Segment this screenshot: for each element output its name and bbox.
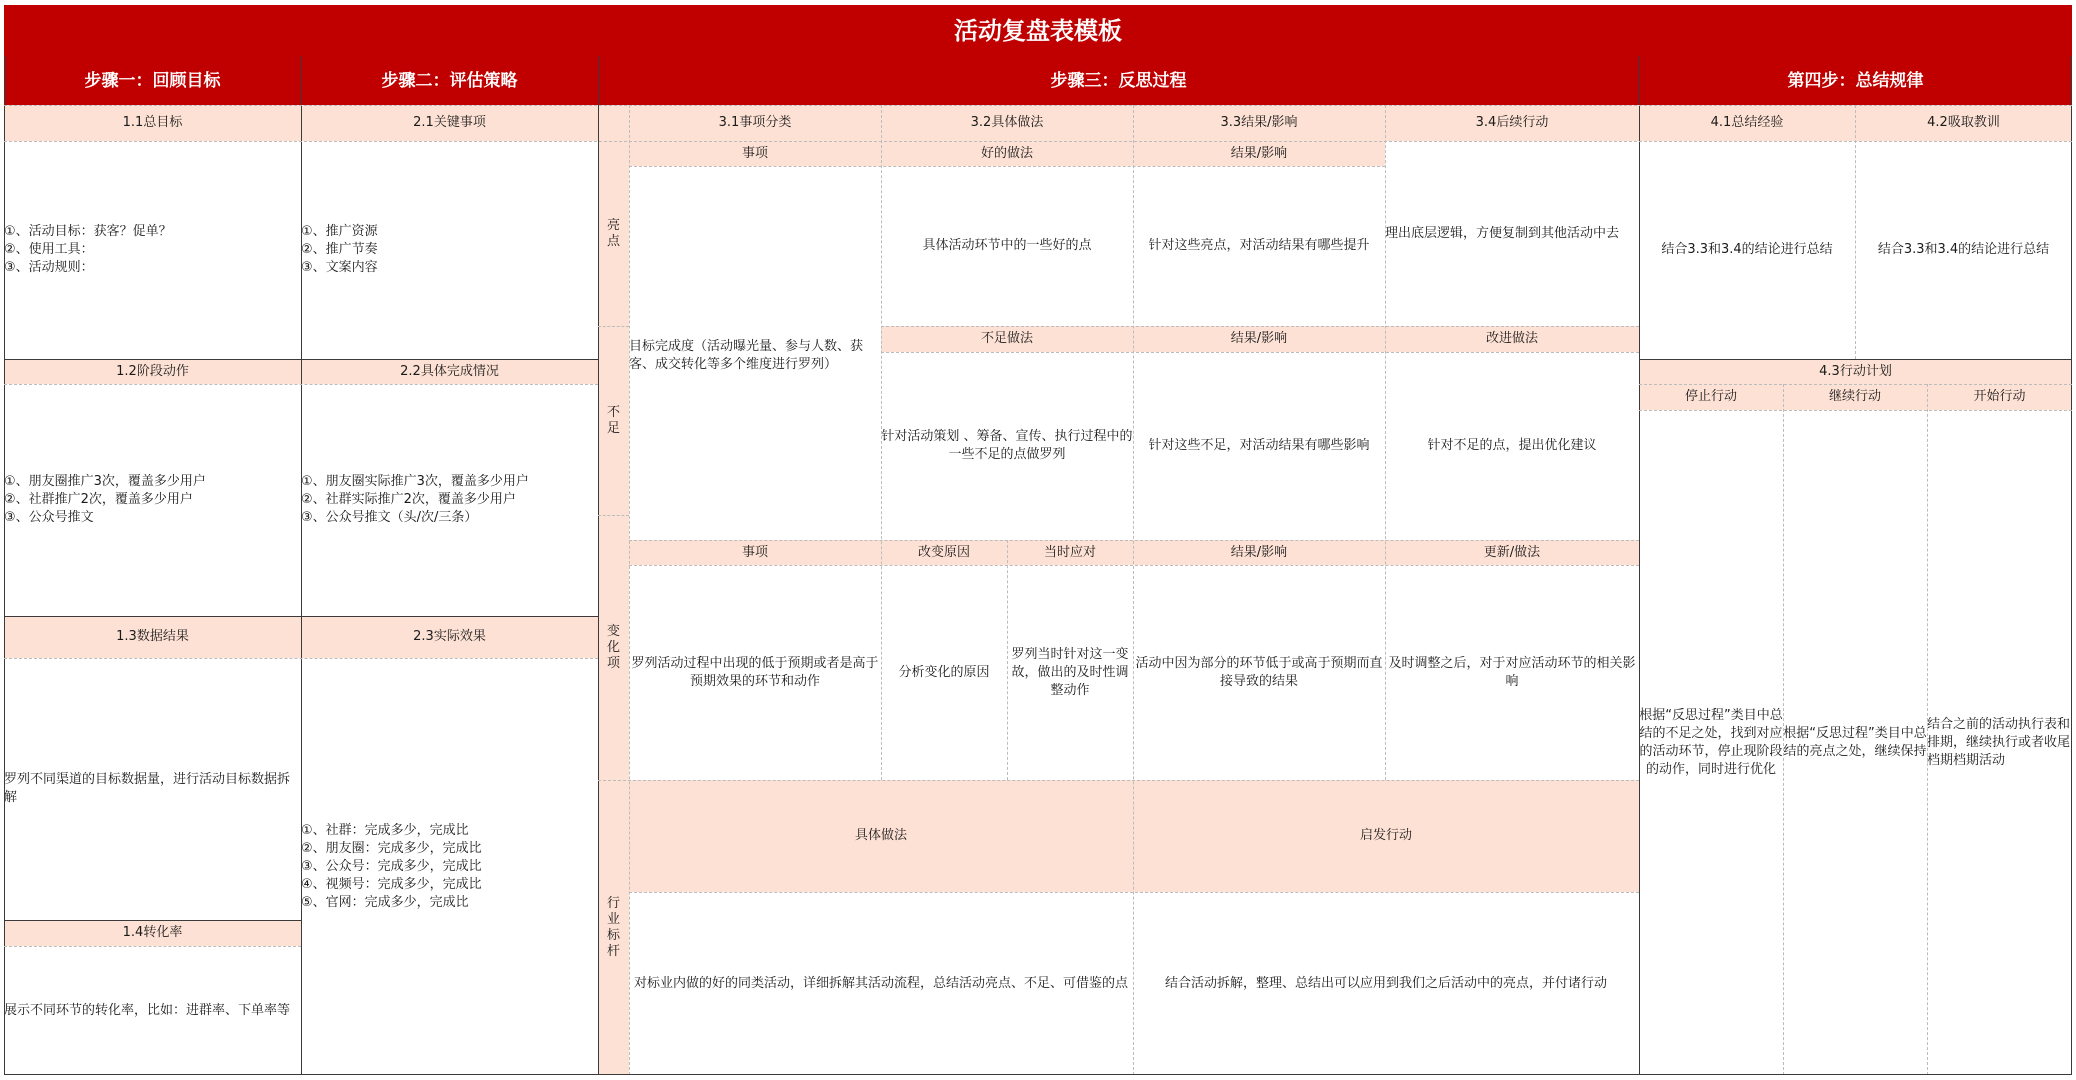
shortfalls-improve-content: 针对不足的点，提出优化建议 [1427, 438, 1597, 453]
grid-line [629, 565, 1639, 566]
row-label-benchmark: 行业标杆 [598, 780, 629, 1075]
changes-update-content: 及时调整之后，对于对应活动环节的相关影响 [1388, 655, 1636, 689]
cell-1-1: ①、活动目标：获客？促单？ ②、使用工具： ③、活动规则： [4, 224, 172, 275]
grid-line [4, 384, 598, 385]
changes-result-content: 活动中因为部分的环节低于或高于预期而直接导致的结果 [1135, 655, 1383, 689]
grid-line [1007, 540, 1008, 780]
header-1-4: 1.4转化率 [4, 920, 301, 946]
highlights-item-header: 事项 [629, 141, 881, 166]
highlights-next-content: 理出底层逻辑，方便复制到其他活动中去 [1385, 225, 1620, 241]
grid-line [4, 1074, 2072, 1075]
shortfalls-bad-content: 针对活动策划 、筹备、宣传、执行过程中的一些不足的点做罗列 [881, 429, 1133, 462]
grid-line [1639, 56, 1640, 1075]
header-3-1: 3.1事项分类 [629, 105, 881, 141]
changes-reason-header: 改变原因 [881, 540, 1007, 565]
grid-line [881, 326, 1639, 327]
items-content: 目标完成度（活动曝光量、参与人数、获客、成交转化等多个维度进行罗列） [629, 339, 864, 372]
changes-result-header: 结果/影响 [1133, 540, 1385, 565]
highlights-good-content: 具体活动环节中的一些好的点 [922, 238, 1092, 253]
header-3-corner [598, 105, 629, 141]
step2-header: 步骤二：评估策略 [301, 56, 598, 105]
benchmark-practice-header: 具体做法 [629, 780, 1133, 892]
benchmark-practice-content: 对标业内做的好的同类活动，详细拆解其活动流程，总结活动亮点、不足、可借鉴的点 [633, 975, 1128, 991]
grid-line [1855, 105, 1856, 359]
header-3-3: 3.3结果/影响 [1133, 105, 1385, 141]
row-label-highlights: 亮点 [598, 141, 629, 326]
step4-header: 第四步：总结规律 [1639, 56, 2072, 105]
grid-line [598, 56, 599, 1075]
stop-action-content: 根据“反思过程”类目中总结的不足之处，找到对应的活动环节，停止现阶段的动作，同时进行优化 [1639, 707, 1783, 777]
grid-line [1639, 410, 2072, 411]
highlights-result-header: 结果/影响 [1133, 141, 1385, 166]
cell-4-1: 结合3.3和3.4的结论进行总结 [1661, 242, 1833, 257]
cell-2-2: ①、朋友圈实际推广3次，覆盖多少用户 ②、社群实际推广2次，覆盖多少用户 ③、公众号推文（头/次/三条） [301, 474, 529, 525]
cell-2-3: ①、社群：完成多少，完成比 ②、朋友圈：完成多少，完成比 ③、公众号：完成多少，完成比 ④、视频号：完成多少，完成比 ⑤、官网：完成多少，完成比 [301, 822, 482, 910]
grid-line [4, 616, 598, 617]
start-action-content: 结合之前的活动执行表和排期，继续执行或者收尾档期档期活动 [1927, 716, 2071, 768]
grid-line [1385, 105, 1386, 780]
shortfalls-improve-header: 改进做法 [1385, 326, 1639, 352]
grid-line [4, 658, 598, 659]
sheet-title: 活动复盘表模板 [4, 5, 2072, 56]
grid-line [4, 56, 5, 1075]
grid-line [881, 352, 1639, 353]
shortfalls-result-content: 针对这些不足，对活动结果有哪些影响 [1148, 438, 1370, 453]
shortfalls-bad-header: 不足做法 [881, 326, 1133, 352]
header-4-2: 4.2吸取教训 [1855, 105, 2072, 141]
cell-4-2: 结合3.3和3.4的结论进行总结 [1877, 242, 2050, 257]
grid-line [4, 141, 2072, 142]
grid-line [4, 105, 2072, 106]
cell-1-2: ①、朋友圈推广3次，覆盖多少用户 ②、社群推广2次，覆盖多少用户 ③、公众号推文 [4, 474, 206, 525]
header-1-2: 1.2阶段动作 [4, 359, 301, 384]
header-4-1: 4.1总结经验 [1639, 105, 1855, 141]
changes-item-content: 罗列活动过程中出现的低于预期或者是高于预期效果的环节和动作 [631, 655, 879, 689]
grid-line [2071, 56, 2072, 1075]
header-1-3: 1.3数据结果 [4, 616, 301, 658]
header-2-2: 2.2具体完成情况 [301, 359, 598, 384]
grid-line [629, 105, 630, 1075]
header-2-1: 2.1关键事项 [301, 105, 598, 141]
continue-action-header: 继续行动 [1783, 384, 1927, 410]
start-action-header: 开始行动 [1927, 384, 2072, 410]
grid-line [4, 920, 301, 921]
grid-line [4, 946, 301, 947]
grid-line [629, 540, 1639, 541]
grid-line [598, 326, 629, 327]
shortfalls-result-header: 结果/影响 [1133, 326, 1385, 352]
grid-line [4, 359, 598, 360]
highlights-result-content: 针对这些亮点，对活动结果有哪些提升 [1148, 238, 1370, 253]
grid-line [1639, 359, 2072, 360]
grid-line [1133, 105, 1134, 1075]
header-3-2: 3.2具体做法 [881, 105, 1133, 141]
changes-response-header: 当时应对 [1007, 540, 1133, 565]
changes-reason-content: 分析变化的原因 [898, 664, 990, 680]
grid-line [1783, 384, 1784, 1075]
benchmark-action-header: 启发行动 [1133, 780, 1639, 892]
stop-action-header: 停止行动 [1639, 384, 1783, 410]
changes-item-header: 事项 [629, 540, 881, 565]
grid-line [301, 56, 302, 1075]
grid-line [629, 166, 1385, 167]
cell-1-4: 展示不同环节的转化率，比如：进群率、下单率等 [4, 1002, 291, 1018]
grid-line [629, 892, 1639, 893]
header-2-3: 2.3实际效果 [301, 616, 598, 658]
row-label-shortfalls: 不足 [598, 326, 629, 515]
cell-1-3: 罗列不同渠道的目标数据量，进行活动目标数据拆解 [4, 772, 291, 805]
step1-header: 步骤一：回顾目标 [4, 56, 301, 105]
continue-action-content: 根据“反思过程”类目中总结的亮点之处，继续保持 [1783, 725, 1927, 759]
grid-line [598, 780, 1639, 781]
highlights-good-header: 好的做法 [881, 141, 1133, 166]
header-3-4: 3.4后续行动 [1385, 105, 1639, 141]
changes-update-header: 更新/做法 [1385, 540, 1639, 565]
header-1-1: 1.1总目标 [4, 105, 301, 141]
grid-line [1927, 384, 1928, 1075]
changes-response-content: 罗列当时针对这一变故，做出的及时性调整动作 [1011, 646, 1129, 698]
grid-line [881, 105, 882, 780]
benchmark-action-content: 结合活动拆解，整理、总结出可以应用到我们之后活动中的亮点，并付诸行动 [1164, 975, 1607, 991]
step3-header: 步骤三：反思过程 [598, 56, 1639, 105]
header-4-3: 4.3行动计划 [1639, 359, 2072, 384]
review-template-sheet [4, 5, 2072, 1075]
cell-2-1: ①、推广资源 ②、推广节奏 ③、文案内容 [301, 224, 378, 275]
row-label-changes: 变化项 [598, 515, 629, 780]
grid-line [1639, 384, 2072, 385]
grid-line [598, 515, 629, 516]
